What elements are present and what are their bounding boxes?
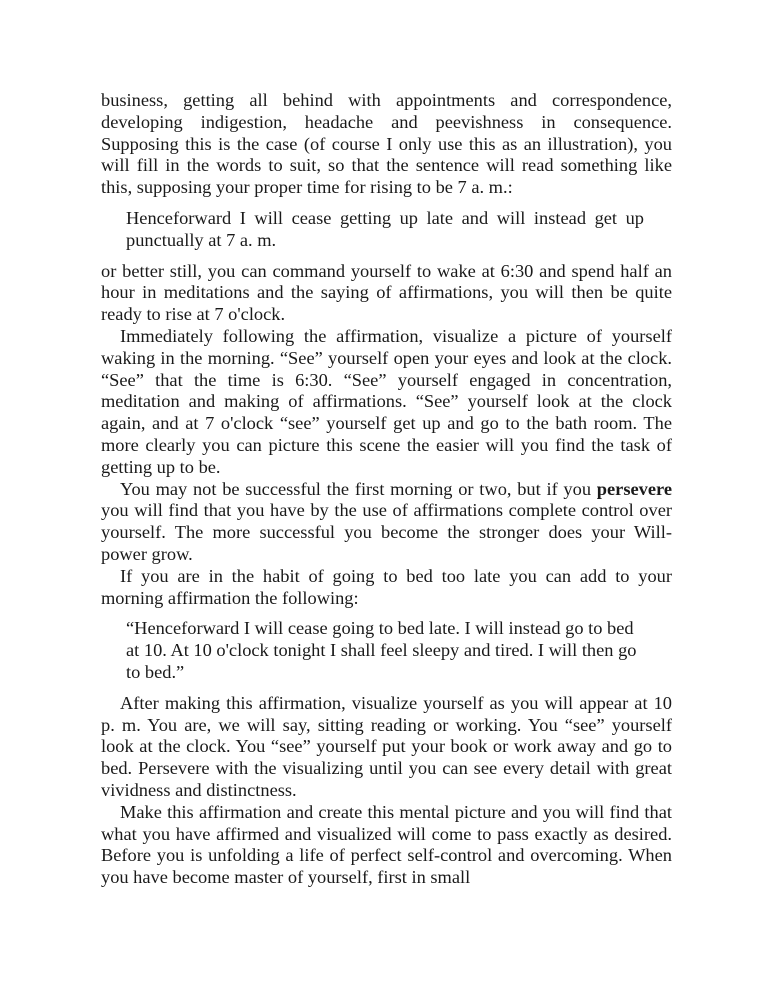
paragraph-6: After making this affirmation, visualize yourself as you will appear at 10 p. m. You are, we will say, sitting reading or working. You “see” yourself look at the clock. You “see” yourself put your book or work away and go to bed. Persevere with the visualizing until you can see every detail with great vividness and distinctness. [101, 692, 672, 800]
paragraph-4-text-start: You may not be successful the first morning or two, but if you [120, 478, 597, 499]
persevere-emphasis: persevere [596, 478, 672, 499]
paragraph-5: If you are in the habit of going to bed too late you can add to your morning affirmation the following: [101, 565, 672, 608]
paragraph-7: Make this affirmation and create this mental picture and you will find that what you have affirmed and visualized will come to pass exactly as desired. Before you is unfolding a life of perfect self-control and overcoming. When you have become master of yourself, first in small [101, 801, 672, 888]
paragraph-1: business, getting all behind with appointments and correspondence, developing indigestion, headache and peevishness in consequence. Supposing this is the case (of course I only use this as an illustration), you will fill in the words to suit, so that the sentence will read something like this, supposing your proper time for rising to be 7 a. m.: [101, 90, 672, 198]
paragraph-2: or better still, you can command yourself to wake at 6:30 and spend half an hour in meditations and the saying of affirmations, you will then be quite ready to rise at 7 o'clock. [101, 260, 672, 325]
affirmation-quote-2: “Henceforward I will cease going to bed late. I will instead go to bed at 10. At 10 o'clock tonight I shall feel sleepy and tired. I will then go to bed.” [126, 618, 637, 682]
paragraph-3: Immediately following the affirmation, visualize a picture of yourself waking in the morning. “See” yourself open your eyes and look at the clock. “See” that the time is 6:30. “See” yourself engaged in concentration, meditation and making of affirmations. “See” yourself look at the clock again, and at 7 o'clock “see” yourself get up and go to the bath room. The more clearly you can picture this scene the easier will you find the task of getting up to be. [101, 325, 672, 477]
paragraph-4 [101, 479, 672, 566]
page-body [101, 90, 672, 889]
paragraph-4-text-end: you will find that you have by the use of affirmations complete control over yourself. The more successful you become the stronger does your Will-power grow. [101, 500, 672, 564]
affirmation-quote-1: Henceforward I will cease getting up late and will instead get up punctually at 7 a. m. [126, 207, 644, 250]
